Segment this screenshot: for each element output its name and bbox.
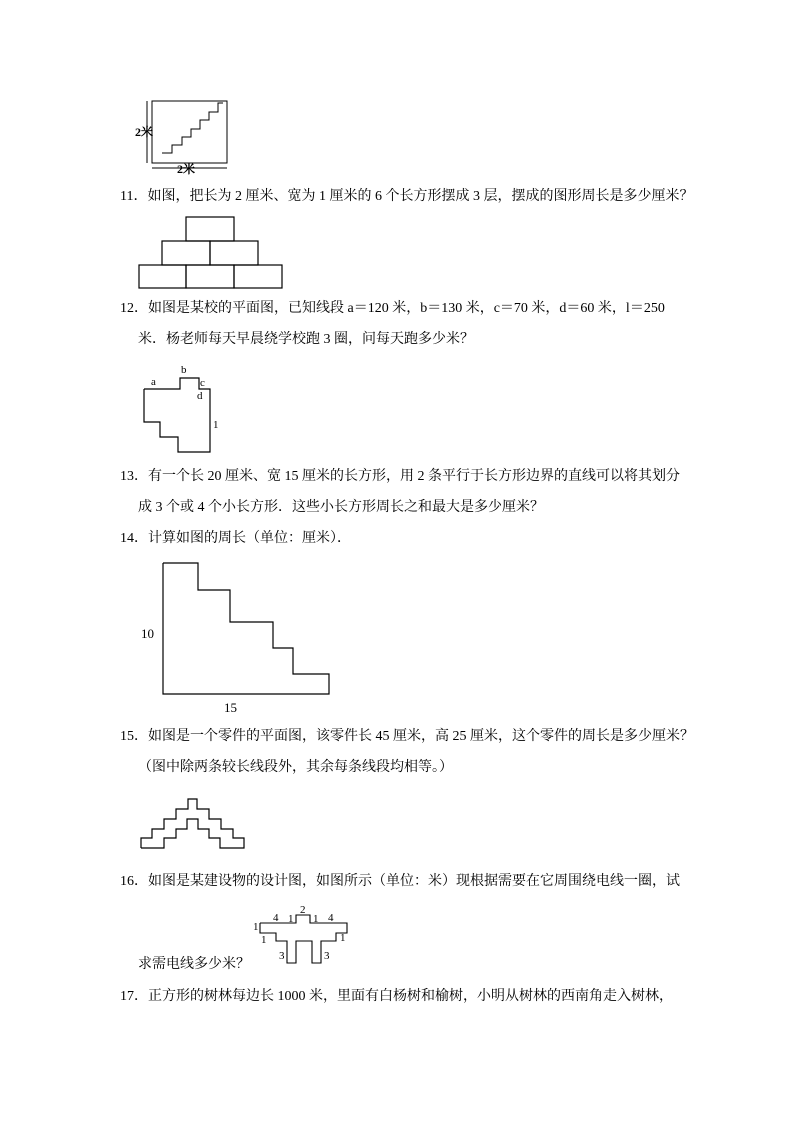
question-15-line1: 15．如图是一个零件的平面图，该零件长 45 厘米，高 25 厘米，这个零件的周长是多少厘米？ <box>120 729 694 744</box>
building-label-right-inner: 1 <box>313 913 319 925</box>
question-13-line1: 13．有一个长 20 厘米、宽 15 厘米的长方形，用 2 条平行于长方形边界的直线可以将其划分 <box>120 469 680 484</box>
school-plan-label-l: 1 <box>213 419 219 431</box>
building-label-left-low: 1 <box>261 934 267 946</box>
question-15-line2: （图中除两条较长线段外，其余每条线段均相等。） <box>138 760 453 775</box>
school-plan-label-b: b <box>181 364 187 376</box>
polygon-width-label: 15 <box>224 700 237 715</box>
stairs-width-label: 2米 <box>177 162 196 176</box>
school-plan-label-c: c <box>200 377 205 389</box>
school-plan-figure <box>140 362 230 457</box>
staircase-polygon-figure <box>135 555 335 715</box>
building-label-left-4: 4 <box>273 912 279 924</box>
question-16-line2: 求需电线多少米？ <box>138 957 250 972</box>
question-14: 14．计算如图的周长（单位：厘米）． <box>120 531 351 546</box>
building-label-right-3: 3 <box>324 950 330 962</box>
brick-pyramid-figure <box>138 216 284 290</box>
school-plan-label-d: d <box>197 390 203 402</box>
building-label-top: 2 <box>300 904 306 916</box>
building-label-left-3: 3 <box>279 950 285 962</box>
question-16-line1: 16．如图是某建设物的设计图，如图所示（单位：米）现根据需要在它周围绕电线一圈，试 <box>120 874 680 889</box>
question-12-line1: 12．如图是某校的平面图，已知线段 a＝120 米，b＝130 米，c＝70 米，d＝60 米，l＝250 <box>120 301 665 316</box>
question-17: 17．正方形的树林每边长 1000 米，里面有白杨树和榆树，小明从树林的西南角走入树林， <box>120 989 673 1004</box>
question-11: 11．如图，把长为 2 厘米、宽为 1 厘米的 6 个长方形摆成 3 层，摆成的图形周长是多少厘米？ <box>120 189 694 204</box>
building-design-figure <box>250 903 360 968</box>
stairs-height-label: 2米 <box>135 125 154 139</box>
staircase-figure <box>135 95 235 175</box>
building-label-left-outer: 1 <box>253 921 259 933</box>
part-plan-figure <box>140 793 250 855</box>
building-label-right-low: 1 <box>340 932 346 944</box>
question-13-line2: 成 3 个或 4 个小长方形．这些小长方形周长之和最大是多少厘米？ <box>138 500 544 515</box>
polygon-height-label: 10 <box>141 626 154 641</box>
building-label-left-inner: 1 <box>288 913 294 925</box>
building-label-right-4: 4 <box>328 912 334 924</box>
question-12-line2: 米．杨老师每天早晨绕学校跑 3 圈，问每天跑多少米？ <box>138 332 474 347</box>
school-plan-label-a: a <box>151 376 156 388</box>
